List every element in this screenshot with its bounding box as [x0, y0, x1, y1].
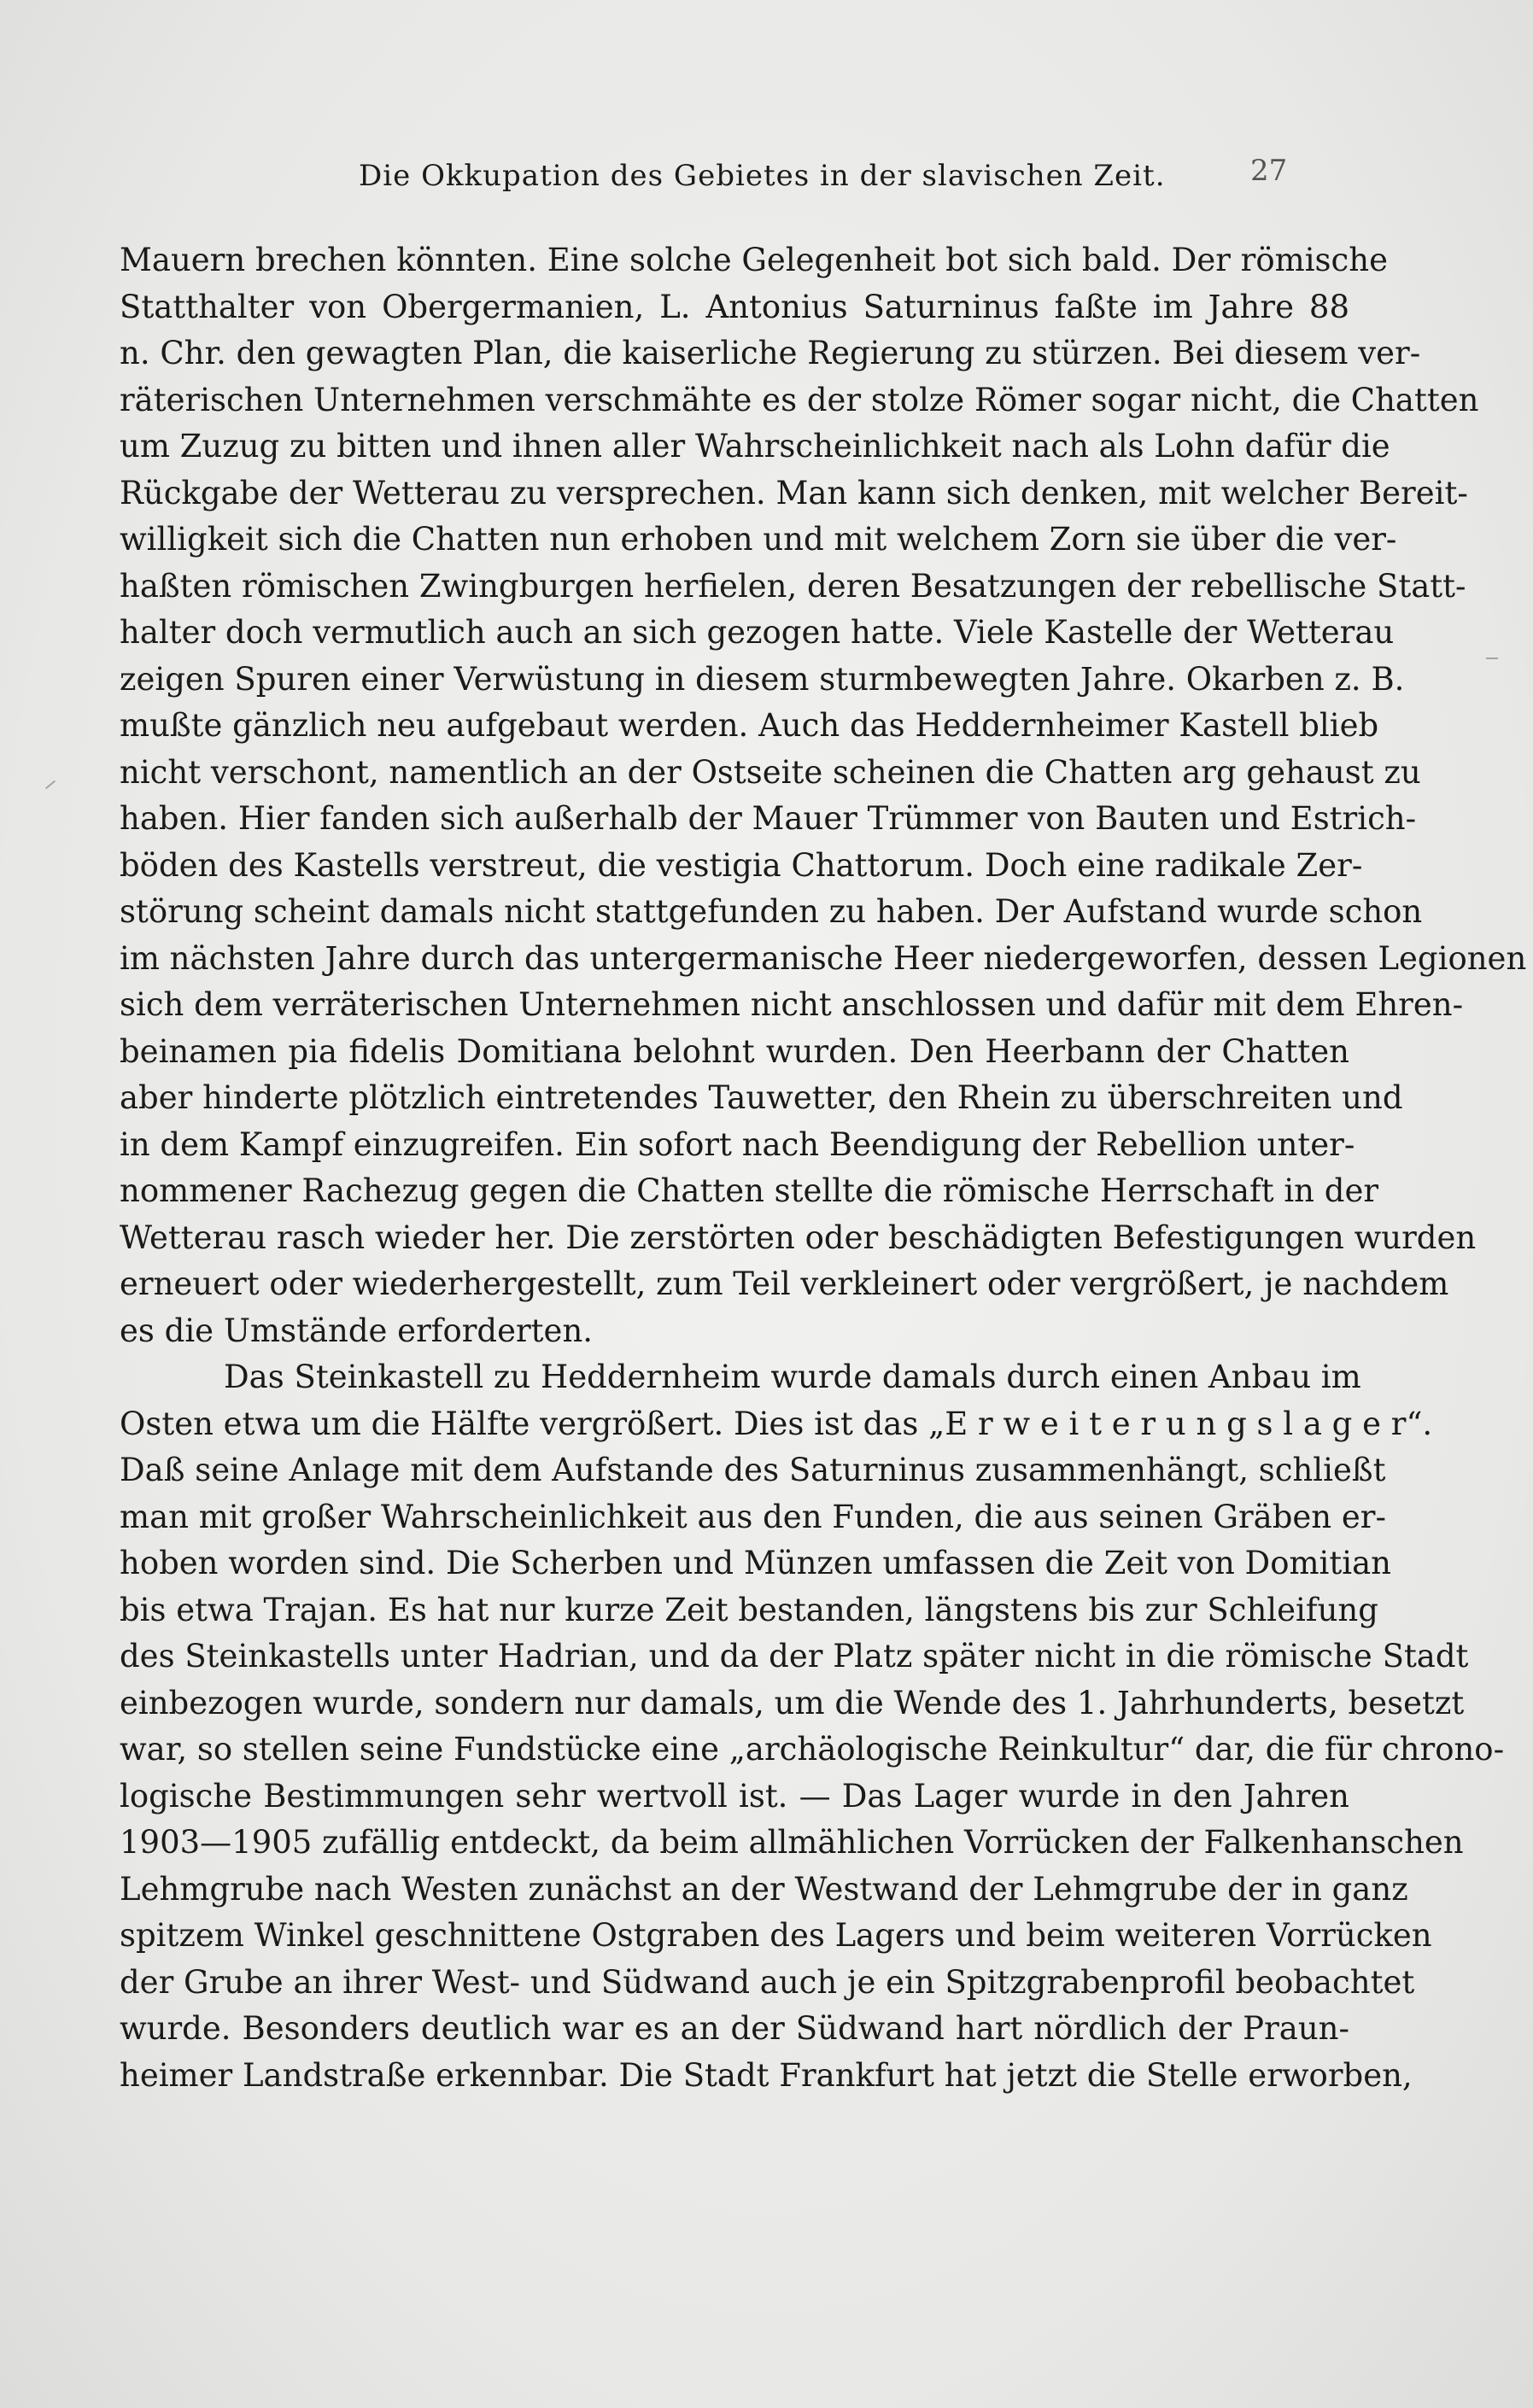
- body-text: [120, 237, 1527, 2099]
- text-line: des Steinkastells unter Hadrian, und da der Platz später nicht in die römische Stadt: [120, 1638, 1469, 1674]
- text-line: Statthalter von Obergermanien, L. Antonius Saturninus faßte im Jahre 88: [120, 288, 1349, 325]
- text-line: aber hinderte plötzlich eintretendes Tauwetter, den Rhein zu überschreiten und: [120, 1079, 1403, 1116]
- text-line: war, so stellen seine Fundstücke eine „archäologische Reinkultur“ dar, die für chrono-: [120, 1731, 1505, 1768]
- paragraph-1: [120, 237, 1527, 1354]
- text-line: Das Steinkastell zu Heddernheim wurde damals durch einen Anbau im: [224, 1359, 1361, 1395]
- text-line: heimer Landstraße erkennbar. Die Stadt Frankfurt hat jetzt die Stelle erworben,: [120, 2056, 1413, 2094]
- text-line: Wetterau rasch wieder her. Die zerstörten oder beschädigten Befestigungen wurden: [120, 1219, 1477, 1256]
- text-line: n. Chr. den gewagten Plan, die kaiserliche Regierung zu stürzen. Bei diesem ver-: [120, 335, 1421, 371]
- text-line: Daß seine Anlage mit dem Aufstande des Saturninus zusammenhängt, schließt: [120, 1452, 1386, 1488]
- text-line: Mauern brechen könnten. Eine solche Gelegenheit bot sich bald. Der römische: [120, 242, 1388, 278]
- text-line: nommener Rachezug gegen die Chatten stellte die römische Herrschaft in der: [120, 1172, 1379, 1209]
- text-line: haben. Hier fanden sich außerhalb der Mauer Trümmer von Bauten und Estrich-: [120, 800, 1417, 837]
- text-line: der Grube an ihrer West- und Südwand auch je ein Spitzgrabenprofil beobachtet: [120, 1963, 1415, 2001]
- text-line: sich dem verräterischen Unternehmen nicht anschlossen und dafür mit dem Ehren-: [120, 986, 1464, 1023]
- text-line: Osten etwa um die Hälfte vergrößert. Dies ist das „E r w e i t e r u n g s l a g e r“.: [120, 1405, 1433, 1442]
- paragraph-2: [120, 1354, 1505, 2099]
- text-line: im nächsten Jahre durch das untergermanische Heer niedergeworfen, dessen Legionen: [120, 939, 1527, 977]
- running-head: Die Okkupation des Gebietes in der slavischen Zeit.: [359, 159, 1166, 193]
- text-line: mußte gänzlich neu aufgebaut werden. Auch das Heddernheimer Kastell blieb: [120, 707, 1379, 744]
- text-line: beinamen pia fidelis Domitiana belohnt wurden. Den Heerbann der Chatten: [120, 1032, 1349, 1070]
- text-line: spitzem Winkel geschnittene Ostgraben des Lagers und beim weiteren Vorrücken: [120, 1917, 1432, 1954]
- text-line: bis etwa Trajan. Es hat nur kurze Zeit bestanden, längstens bis zur Schleifung: [120, 1591, 1378, 1628]
- text-line: logische Bestimmungen sehr wertvoll ist. — Das Lager wurde in den Jahren: [120, 1777, 1349, 1815]
- text-line: willigkeit sich die Chatten nun erhoben und mit welchem Zorn sie über die ver-: [120, 521, 1397, 558]
- text-line: erneuert oder wiederhergestellt, zum Teil verkleinert oder vergrößert, je nachdem: [120, 1265, 1449, 1302]
- text-line: 1903—1905 zufällig entdeckt, da beim allmählichen Vorrücken der Falkenhanschen: [120, 1824, 1464, 1861]
- text-line: haßten römischen Zwingburgen herfielen, deren Besatzungen der rebellische Statt-: [120, 567, 1466, 605]
- text-line: halter doch vermutlich auch an sich gezogen hatte. Viele Kastelle der Wetterau: [120, 614, 1395, 651]
- text-line: es die Umstände erforderten.: [120, 1312, 594, 1349]
- text-line: räterischen Unternehmen verschmähte es der stolze Römer sogar nicht, die Chatten: [120, 381, 1479, 418]
- text-line: nicht verschont, namentlich an der Ostseite scheinen die Chatten arg gehaust zu: [120, 753, 1421, 791]
- text-line: einbezogen wurde, sondern nur damals, um die Wende des 1. Jahrhunderts, besetzt: [120, 1684, 1465, 1721]
- text-line: böden des Kastells verstreut, die vestigia Chattorum. Doch eine radikale Zer-: [120, 846, 1363, 884]
- text-line: hoben worden sind. Die Scherben und Münzen umfassen die Zeit von Domitian: [120, 1545, 1391, 1581]
- scan-mark: [1486, 658, 1498, 659]
- page-number: 27: [1250, 154, 1288, 188]
- text-line: um Zuzug zu bitten und ihnen aller Wahrscheinlichkeit nach als Lohn dafür die: [120, 428, 1390, 465]
- text-line: zeigen Spuren einer Verwüstung in diesem sturmbewegten Jahre. Okarben z. B.: [120, 660, 1405, 698]
- text-line: Lehmgrube nach Westen zunächst an der Westwand der Lehmgrube der in ganz: [120, 1870, 1408, 1908]
- scan-mark: [45, 780, 56, 790]
- text-line: störung scheint damals nicht stattgefunden zu haben. Der Aufstand wurde schon: [120, 893, 1423, 930]
- text-line: in dem Kampf einzugreifen. Ein sofort nach Beendigung der Rebellion unter-: [120, 1125, 1355, 1163]
- text-line: man mit großer Wahrscheinlichkeit aus den Funden, die aus seinen Gräben er-: [120, 1498, 1386, 1535]
- text-line: Rückgabe der Wetterau zu versprechen. Man kann sich denken, mit welcher Bereit-: [120, 474, 1468, 511]
- text-line: wurde. Besonders deutlich war es an der Südwand hart nördlich der Praun-: [120, 2010, 1349, 2047]
